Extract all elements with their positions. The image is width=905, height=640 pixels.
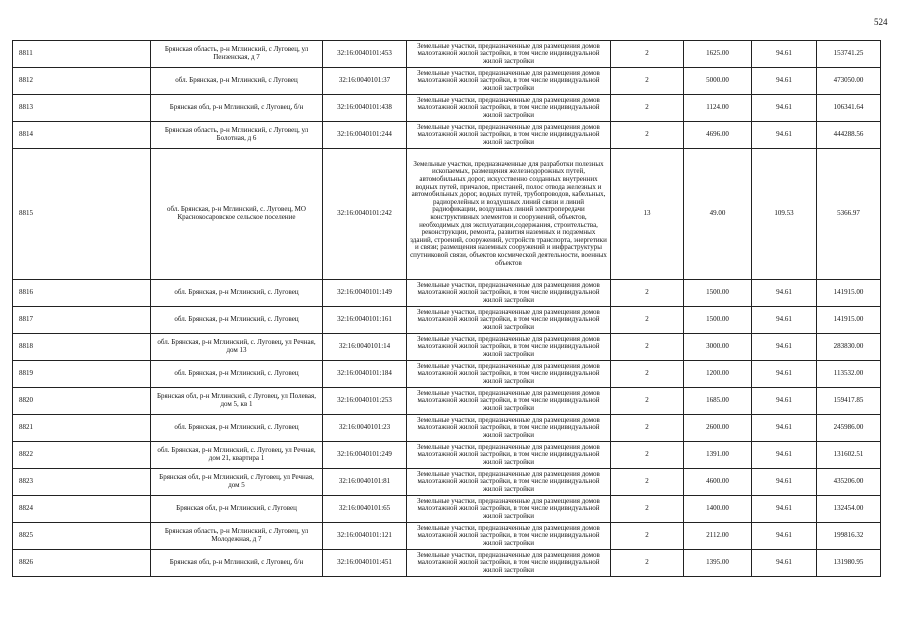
area-cell: 1200.00	[684, 361, 752, 388]
address-cell: Брянская область, р-н Мглинский, с Луговец, ул Болотная, д 6	[151, 122, 323, 149]
rate-cell: 94.61	[752, 442, 817, 469]
area-cell: 2112.00	[684, 523, 752, 550]
category-code-cell: 2	[611, 415, 684, 442]
cadastral-value-cell: 435206.00	[817, 469, 881, 496]
rate-cell: 109.53	[752, 149, 817, 280]
land-category-cell: Земельные участки, предназначенные для размещения домов малоэтажной жилой застройки, в том числе индивидуальной жилой застройки	[407, 523, 611, 550]
cadastral-value-cell: 113532.00	[817, 361, 881, 388]
land-category-cell: Земельные участки, предназначенные для размещения домов малоэтажной жилой застройки, в том числе индивидуальной жилой застройки	[407, 388, 611, 415]
category-code-cell: 2	[611, 469, 684, 496]
cadastral-value-cell: 141915.00	[817, 307, 881, 334]
rate-cell: 94.61	[752, 496, 817, 523]
page-number: 524	[874, 17, 888, 27]
land-category-cell: Земельные участки, предназначенные для размещения домов малоэтажной жилой застройки, в том числе индивидуальной жилой застройки	[407, 307, 611, 334]
cadastral-number-cell: 32:16:0040101:37	[323, 68, 407, 95]
rate-cell: 94.61	[752, 280, 817, 307]
table-row	[13, 469, 881, 496]
address-cell: Брянская обл, р-н Мглинский, с Луговец	[151, 496, 323, 523]
cadastral-value-cell: 159417.85	[817, 388, 881, 415]
category-code-cell: 2	[611, 122, 684, 149]
cadastral-value-cell: 5366.97	[817, 149, 881, 280]
table-row	[13, 41, 881, 68]
table-row	[13, 307, 881, 334]
rate-cell: 94.61	[752, 95, 817, 122]
table-row	[13, 95, 881, 122]
table-row	[13, 388, 881, 415]
rate-cell: 94.61	[752, 41, 817, 68]
land-category-cell: Земельные участки, предназначенные для размещения домов малоэтажной жилой застройки, в том числе индивидуальной жилой застройки	[407, 442, 611, 469]
land-cadastral-table	[12, 40, 881, 577]
row-number-cell: 8826	[13, 550, 151, 577]
row-number-cell: 8817	[13, 307, 151, 334]
row-number-cell: 8813	[13, 95, 151, 122]
row-number-cell: 8818	[13, 334, 151, 361]
cadastral-number-cell: 32:16:0040101:121	[323, 523, 407, 550]
rate-cell: 94.61	[752, 334, 817, 361]
address-cell: Брянская обл, р-н Мглинский, с Луговец, б/н	[151, 550, 323, 577]
land-category-cell: Земельные участки, предназначенные для размещения домов малоэтажной жилой застройки, в том числе индивидуальной жилой застройки	[407, 41, 611, 68]
area-cell: 5000.00	[684, 68, 752, 95]
category-code-cell: 2	[611, 442, 684, 469]
area-cell: 2600.00	[684, 415, 752, 442]
cadastral-value-cell: 245986.00	[817, 415, 881, 442]
category-code-cell: 2	[611, 361, 684, 388]
cadastral-number-cell: 32:16:0040101:242	[323, 149, 407, 280]
row-number-cell: 8825	[13, 523, 151, 550]
land-category-cell: Земельные участки, предназначенные для размещения домов малоэтажной жилой застройки, в том числе индивидуальной жилой застройки	[407, 280, 611, 307]
row-number-cell: 8814	[13, 122, 151, 149]
category-code-cell: 2	[611, 496, 684, 523]
row-number-cell: 8819	[13, 361, 151, 388]
address-cell: обл. Брянская, р-н Мглинский, с. Луговец	[151, 415, 323, 442]
row-number-cell: 8811	[13, 41, 151, 68]
category-code-cell: 2	[611, 523, 684, 550]
row-number-cell: 8812	[13, 68, 151, 95]
cadastral-value-cell: 283830.00	[817, 334, 881, 361]
cadastral-number-cell: 32:16:0040101:65	[323, 496, 407, 523]
address-cell: обл. Брянская, р-н Мглинский, с Луговец	[151, 68, 323, 95]
area-cell: 1391.00	[684, 442, 752, 469]
category-code-cell: 2	[611, 95, 684, 122]
land-category-cell: Земельные участки, предназначенные для размещения домов малоэтажной жилой застройки, в том числе индивидуальной жилой застройки	[407, 496, 611, 523]
land-category-cell: Земельные участки, предназначенные для размещения домов малоэтажной жилой застройки, в том числе индивидуальной жилой застройки	[407, 95, 611, 122]
cadastral-number-cell: 32:16:0040101:184	[323, 361, 407, 388]
row-number-cell: 8824	[13, 496, 151, 523]
row-number-cell: 8822	[13, 442, 151, 469]
address-cell: обл. Брянская, р-н Мглинский, с. Луговец	[151, 307, 323, 334]
category-code-cell: 13	[611, 149, 684, 280]
land-category-cell: Земельные участки, предназначенные для размещения домов малоэтажной жилой застройки, в том числе индивидуальной жилой застройки	[407, 68, 611, 95]
rate-cell: 94.61	[752, 523, 817, 550]
area-cell: 1400.00	[684, 496, 752, 523]
table-row	[13, 550, 881, 577]
cadastral-number-cell: 32:16:0040101:249	[323, 442, 407, 469]
category-code-cell: 2	[611, 280, 684, 307]
address-cell: Брянская обл, р-н Мглинский, с Луговец, ул Речная, дом 5	[151, 469, 323, 496]
cadastral-number-cell: 32:16:0040101:161	[323, 307, 407, 334]
address-cell: Брянская область, р-н Мглинский, с Луговец, ул Молодежная, д 7	[151, 523, 323, 550]
category-code-cell: 2	[611, 68, 684, 95]
address-cell: обл. Брянская, р-н Мглинский, с. Луговец, МО Краснокосаровское сельское поселение	[151, 149, 323, 280]
cadastral-value-cell: 141915.00	[817, 280, 881, 307]
cadastral-value-cell: 473050.00	[817, 68, 881, 95]
cadastral-value-cell: 132454.00	[817, 496, 881, 523]
rate-cell: 94.61	[752, 122, 817, 149]
cadastral-value-cell: 106341.64	[817, 95, 881, 122]
rate-cell: 94.61	[752, 388, 817, 415]
land-category-cell: Земельные участки, предназначенные для размещения домов малоэтажной жилой застройки, в том числе индивидуальной жилой застройки	[407, 469, 611, 496]
cadastral-number-cell: 32:16:0040101:149	[323, 280, 407, 307]
table-row	[13, 523, 881, 550]
cadastral-value-cell: 199816.32	[817, 523, 881, 550]
cadastral-value-cell: 153741.25	[817, 41, 881, 68]
cadastral-number-cell: 32:16:0040101:14	[323, 334, 407, 361]
land-category-cell: Земельные участки, предназначенные для размещения домов малоэтажной жилой застройки, в том числе индивидуальной жилой застройки	[407, 334, 611, 361]
land-category-cell: Земельные участки, предназначенные для размещения домов малоэтажной жилой застройки, в том числе индивидуальной жилой застройки	[407, 550, 611, 577]
address-cell: Брянская обл, р-н Мглинский, с Луговец, б/н	[151, 95, 323, 122]
area-cell: 1685.00	[684, 388, 752, 415]
row-number-cell: 8815	[13, 149, 151, 280]
cadastral-number-cell: 32:16:0040101:81	[323, 469, 407, 496]
category-code-cell: 2	[611, 388, 684, 415]
address-cell: Брянская обл, р-н Мглинский, с Луговец, ул Полевая, дом 5, кв 1	[151, 388, 323, 415]
rate-cell: 94.61	[752, 415, 817, 442]
table-row	[13, 334, 881, 361]
address-cell: обл. Брянская, р-н Мглинский, с. Луговец, ул Речная, дом 21, квартира 1	[151, 442, 323, 469]
cadastral-number-cell: 32:16:0040101:438	[323, 95, 407, 122]
category-code-cell: 2	[611, 41, 684, 68]
land-category-cell: Земельные участки, предназначенные для размещения домов малоэтажной жилой застройки, в том числе индивидуальной жилой застройки	[407, 361, 611, 388]
category-code-cell: 2	[611, 307, 684, 334]
rate-cell: 94.61	[752, 307, 817, 334]
area-cell: 1625.00	[684, 41, 752, 68]
table-row	[13, 149, 881, 280]
category-code-cell: 2	[611, 334, 684, 361]
rate-cell: 94.61	[752, 361, 817, 388]
cadastral-number-cell: 32:16:0040101:451	[323, 550, 407, 577]
area-cell: 4600.00	[684, 469, 752, 496]
area-cell: 1500.00	[684, 307, 752, 334]
area-cell: 49.00	[684, 149, 752, 280]
land-category-cell: Земельные участки, предназначенные для размещения домов малоэтажной жилой застройки, в том числе индивидуальной жилой застройки	[407, 415, 611, 442]
cadastral-number-cell: 32:16:0040101:23	[323, 415, 407, 442]
table-row	[13, 122, 881, 149]
rate-cell: 94.61	[752, 68, 817, 95]
table-row	[13, 68, 881, 95]
area-cell: 1124.00	[684, 95, 752, 122]
row-number-cell: 8823	[13, 469, 151, 496]
row-number-cell: 8816	[13, 280, 151, 307]
table-row	[13, 280, 881, 307]
address-cell: обл. Брянская, р-н Мглинский, с. Луговец	[151, 280, 323, 307]
land-category-cell: Земельные участки, предназначенные для размещения домов малоэтажной жилой застройки, в том числе индивидуальной жилой застройки	[407, 122, 611, 149]
cadastral-number-cell: 32:16:0040101:253	[323, 388, 407, 415]
table-row	[13, 442, 881, 469]
table-row	[13, 361, 881, 388]
row-number-cell: 8821	[13, 415, 151, 442]
area-cell: 1500.00	[684, 280, 752, 307]
table-row	[13, 415, 881, 442]
rate-cell: 94.61	[752, 469, 817, 496]
rate-cell: 94.61	[752, 550, 817, 577]
area-cell: 4696.00	[684, 122, 752, 149]
area-cell: 3000.00	[684, 334, 752, 361]
cadastral-number-cell: 32:16:0040101:453	[323, 41, 407, 68]
category-code-cell: 2	[611, 550, 684, 577]
land-category-cell: Земельные участки, предназначенные для разработки полезных ископаемых, размещения железнодорожных путей, автомобильных дорог, искусственно созданных внутренних водных путей, причалов, пристаней, полос отвода железных и автомобильных дорог, водных путей, трубопроводов, кабельных, радиорелейных и воздушных линий связи и линий радиофикации, воздушных линий электропередачи конструктивных элементов и сооружений, объектов, необходимых для эксплуатации,содержания, строительства, реконструкции, ремонта, развития наземных и подземных зданий, строений, сооружений, устройств транспорта, энергетики и связи; размещения наземных сооружений и инфраструктуры спутниковой связи, объектов космической деятельности, военных объектов	[407, 149, 611, 280]
cadastral-value-cell: 444288.56	[817, 122, 881, 149]
table-row	[13, 496, 881, 523]
address-cell: обл. Брянская, р-н Мглинский, с. Луговец	[151, 361, 323, 388]
cadastral-number-cell: 32:16:0040101:244	[323, 122, 407, 149]
table-body	[13, 41, 881, 577]
row-number-cell: 8820	[13, 388, 151, 415]
cadastral-value-cell: 131980.95	[817, 550, 881, 577]
cadastral-value-cell: 131602.51	[817, 442, 881, 469]
area-cell: 1395.00	[684, 550, 752, 577]
address-cell: Брянская область, р-н Мглинский, с Луговец, ул Пензенская, д 7	[151, 41, 323, 68]
address-cell: обл. Брянская, р-н Мглинский, с. Луговец, ул Речная, дом 13	[151, 334, 323, 361]
